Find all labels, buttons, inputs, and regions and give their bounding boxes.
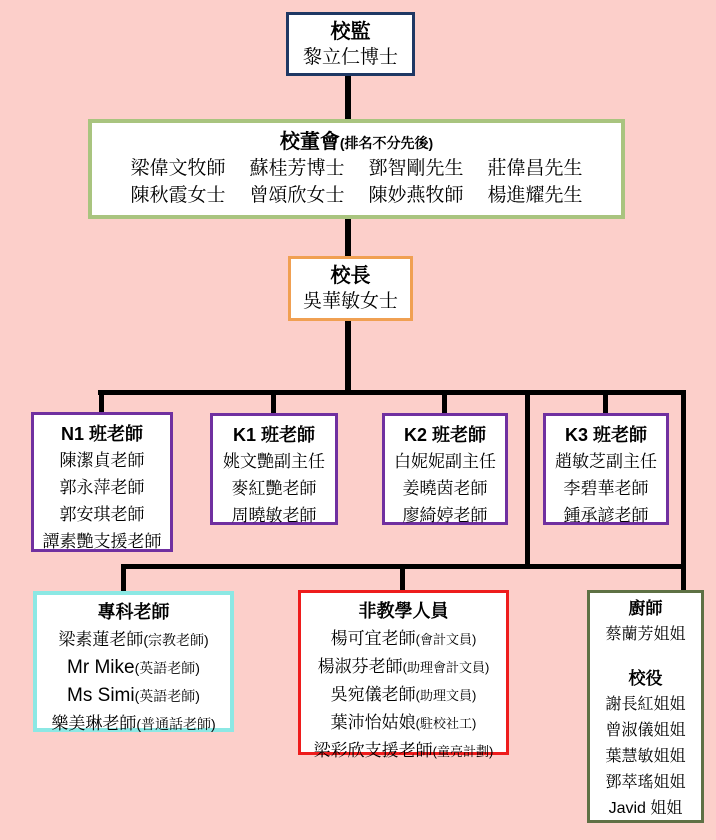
teacher-name: 姜曉茵老師	[402, 479, 488, 498]
teacher-name: 白妮妮副主任	[394, 452, 496, 471]
teacher-name: 郭安琪老師	[59, 505, 145, 524]
connector-drop-k2	[442, 390, 447, 415]
connector-mid-vertical	[525, 390, 530, 569]
janitor-title: 校役	[628, 669, 663, 688]
teacher-role-note: (宗教老師)	[143, 632, 209, 648]
connector-board-principal	[345, 219, 351, 257]
staff-role-note: (助理會計文員)	[402, 660, 490, 675]
staff-name: 謝長紅姐姐	[605, 696, 686, 713]
class-k1-title: K1 班老師	[232, 425, 315, 445]
teacher-name: Ms Simi	[67, 685, 135, 706]
connector-drop-specialist	[121, 564, 126, 593]
connector-right-vertical	[681, 390, 686, 592]
board-member: 梁偉文牧師	[130, 158, 226, 179]
connector-drop-k1	[271, 390, 276, 415]
spacer	[590, 648, 701, 666]
specialist-member	[37, 682, 230, 710]
teacher-role-note: (普通話老師)	[136, 716, 216, 732]
connector-drop-n1	[99, 390, 104, 414]
non-teaching-member	[301, 737, 506, 765]
staff-name: 葉慧敏姐姐	[605, 748, 686, 765]
teacher-name: 姚文艷副主任	[223, 452, 325, 471]
teacher-name: Mr Mike	[67, 657, 135, 678]
teacher-name: 鍾承諺老師	[563, 506, 649, 525]
board-title-note: (排名不分先後)	[339, 135, 434, 151]
board-member: 陳秋霞女士	[130, 185, 226, 206]
board-member: 楊進耀先生	[487, 185, 583, 206]
board-member: 鄧智剛先生	[368, 158, 464, 179]
teacher-role-note: (英語老師)	[134, 688, 200, 704]
specialist-box	[33, 591, 234, 732]
connector-drop-nonteaching	[400, 564, 405, 592]
teacher-name: 廖綺婷老師	[402, 506, 488, 525]
connector-bus-level1	[98, 390, 686, 395]
specialist-title: 專科老師	[97, 602, 170, 622]
kitchen-staff-box	[587, 590, 704, 823]
connector-drop-k3	[603, 390, 608, 415]
class-k2-title: K2 班老師	[403, 425, 486, 445]
non-teaching-member	[301, 709, 506, 737]
teacher-name: 譚素艷支援老師	[42, 532, 162, 551]
specialist-member	[37, 710, 230, 738]
non-teaching-member	[301, 681, 506, 709]
board-member: 蘇桂芳博士	[249, 158, 345, 179]
class-k2-box	[382, 413, 508, 525]
staff-name: 楊淑芬老師	[317, 657, 403, 676]
staff-name: 葉沛怡姑娘	[330, 713, 416, 732]
board-member: 陳妙燕牧師	[368, 185, 464, 206]
supervisor-box	[286, 12, 415, 76]
staff-name: 梁彩欣支援老師	[313, 741, 433, 760]
board-member: 莊偉昌先生	[487, 158, 583, 179]
cook-title: 廚師	[628, 599, 663, 618]
class-k3-box	[543, 413, 669, 525]
board-title-line	[92, 129, 621, 155]
staff-role-note: (會計文員)	[415, 632, 477, 647]
principal-name: 吳華敏女士	[302, 291, 398, 312]
non-teaching-box	[298, 590, 509, 760]
staff-role-note: (助理文員)	[415, 688, 477, 703]
board-title: 校董會	[279, 131, 340, 153]
teacher-name: 梁素蓮老師	[58, 630, 144, 649]
non-teaching-member	[301, 653, 506, 681]
class-k1-box	[210, 413, 338, 525]
teacher-name: 郭永萍老師	[59, 478, 145, 497]
principal-title: 校長	[330, 265, 371, 287]
teacher-name: 陳潔貞老師	[59, 451, 145, 470]
supervisor-title: 校監	[330, 21, 371, 43]
board-members-row	[92, 182, 621, 209]
board-members-row	[92, 155, 621, 182]
teacher-name: 李碧華老師	[563, 479, 649, 498]
class-n1-box	[31, 412, 173, 552]
staff-role-note: (駐校社工)	[415, 716, 477, 731]
non-teaching-member	[301, 625, 506, 653]
teacher-role-note: (英語老師)	[134, 660, 200, 676]
teacher-name: 趙敏芝副主任	[555, 452, 657, 471]
board-box	[88, 119, 625, 219]
teacher-name: 周曉敏老師	[231, 506, 317, 525]
non-teaching-title: 非教學人員	[358, 601, 449, 621]
staff-name: 吳宛儀老師	[330, 685, 416, 704]
staff-name: Javid 姐姐	[608, 800, 683, 817]
board-member: 曾頌欣女士	[249, 185, 345, 206]
class-n1-title: N1 班老師	[60, 424, 143, 444]
specialist-member	[37, 654, 230, 682]
teacher-name: 麥紅艷老師	[231, 479, 317, 498]
staff-role-note: (童亮計劃)	[432, 744, 494, 759]
staff-name: 鄧萃瑤姐姐	[605, 774, 686, 791]
staff-name: 蔡蘭芳姐姐	[605, 626, 686, 643]
connector-principal-bus	[345, 321, 351, 392]
specialist-member	[37, 626, 230, 654]
class-k3-title: K3 班老師	[564, 425, 647, 445]
teacher-name: 樂美琳老師	[51, 714, 137, 733]
connector-supervisor-board	[345, 76, 351, 120]
principal-box	[288, 256, 413, 321]
staff-name: 曾淑儀姐姐	[605, 722, 686, 739]
supervisor-name: 黎立仁博士	[302, 47, 398, 68]
staff-name: 楊可宜老師	[330, 629, 416, 648]
